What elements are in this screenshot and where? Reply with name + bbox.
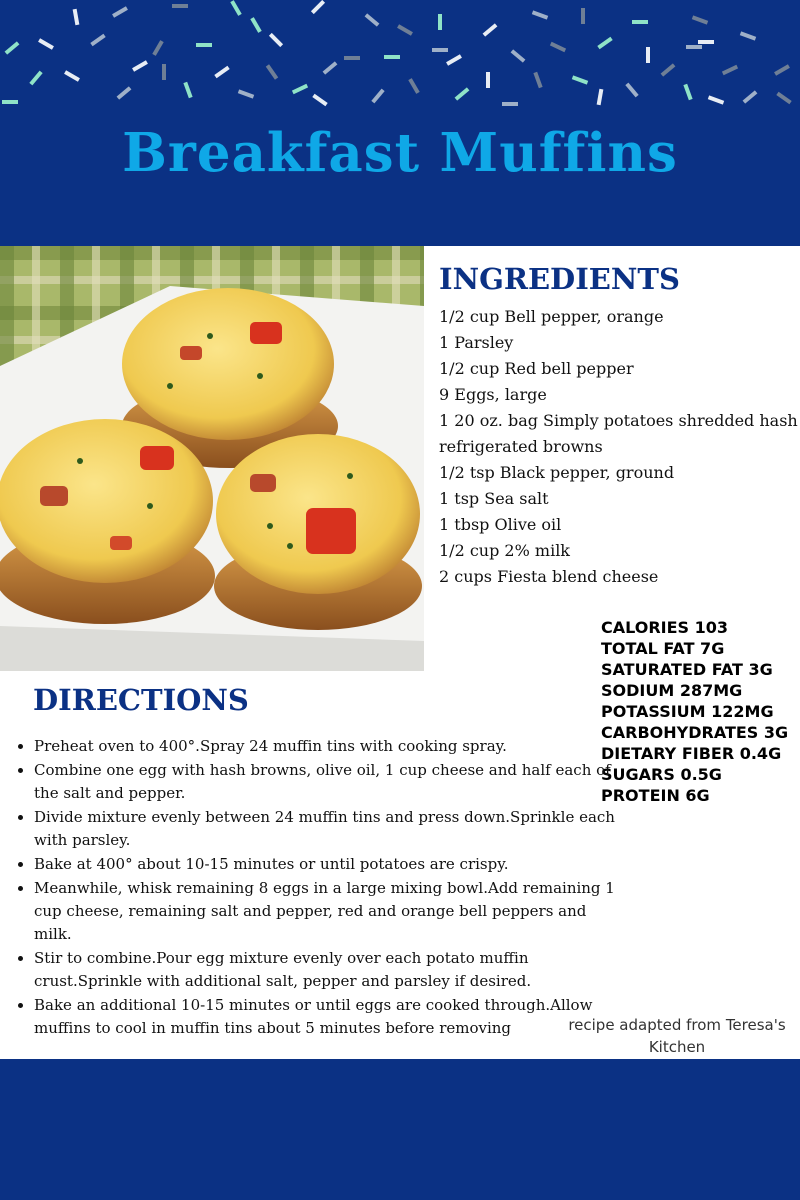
confetti-piece xyxy=(365,13,380,26)
confetti-piece xyxy=(196,43,212,47)
confetti-piece xyxy=(132,60,148,71)
confetti-piece xyxy=(774,64,790,75)
confetti-piece xyxy=(632,20,648,24)
recipe-card xyxy=(0,246,800,1059)
confetti-piece xyxy=(266,64,278,79)
confetti-piece xyxy=(432,48,448,52)
header-banner xyxy=(0,0,800,246)
direction-step: • Bake at 400° about 10-15 minutes or until potatoes are crispy. xyxy=(34,853,616,876)
confetti-piece xyxy=(597,37,612,49)
nutrition-calories: CALORIES 103 xyxy=(601,618,729,637)
ingredient-item: 1 20 oz. bag Simply potatoes shredded hash refrigerated browns xyxy=(439,411,798,456)
confetti-piece xyxy=(532,10,548,19)
confetti-piece xyxy=(486,72,490,88)
confetti-piece xyxy=(29,71,42,86)
nutrition-saturated-fat: SATURATED FAT 3G xyxy=(601,660,773,679)
recipe-credit: recipe adapted from Teresa's Kitchen xyxy=(568,1016,786,1056)
direction-step: • Combine one egg with hash browns, olive oil, 1 cup cheese and half each of the salt and pepper. xyxy=(34,759,616,805)
ingredient-item: 1 tbsp Olive oil xyxy=(439,515,562,534)
confetti-piece xyxy=(371,89,384,104)
ingredient-item: 9 Eggs, large xyxy=(439,385,547,404)
confetti-piece xyxy=(230,0,241,16)
confetti-piece xyxy=(597,89,604,105)
confetti-decoration xyxy=(0,0,800,120)
confetti-piece xyxy=(183,82,192,98)
confetti-piece xyxy=(214,66,229,78)
confetti-piece xyxy=(683,84,692,100)
nutrition-sodium: SODIUM 287MG xyxy=(601,681,743,700)
confetti-piece xyxy=(73,9,80,25)
confetti-piece xyxy=(446,54,462,65)
ingredient-item: 1 Parsley xyxy=(439,333,514,352)
nutrition-facts xyxy=(601,617,788,806)
confetti-piece xyxy=(2,100,18,104)
footer-band xyxy=(0,1059,800,1200)
confetti-piece xyxy=(5,41,20,54)
confetti-piece xyxy=(661,63,676,76)
nutrition-dietary-fiber: DIETARY FIBER 0.4G xyxy=(601,744,782,763)
directions-list xyxy=(16,735,616,1041)
nutrition-sugars: SUGARS 0.5G xyxy=(601,765,722,784)
breakfast-muffins-photo-icon xyxy=(0,246,424,671)
direction-step: • Bake an additional 10-15 minutes or until eggs are cooked through.Allow muffins to cool in muffin tins about 5 minutes before removing xyxy=(34,994,616,1040)
confetti-piece xyxy=(384,55,400,59)
confetti-piece xyxy=(38,38,54,49)
direction-step: • Stir to combine.Pour egg mixture evenly over each potato muffin crust.Sprinkle with additional salt, pepper and parsley if desired. xyxy=(34,947,616,993)
confetti-piece xyxy=(740,31,756,40)
nutrition-protein: PROTEIN 6G xyxy=(601,786,710,805)
ingredients-heading: INGREDIENTS xyxy=(439,262,680,296)
confetti-piece xyxy=(238,89,254,98)
confetti-piece xyxy=(172,4,188,8)
confetti-piece xyxy=(397,24,413,35)
confetti-piece xyxy=(533,72,542,88)
muffins-photo xyxy=(0,246,424,671)
confetti-piece xyxy=(708,95,724,104)
confetti-piece xyxy=(117,86,132,99)
confetti-piece xyxy=(344,56,360,60)
ingredient-item: 2 cups Fiesta blend cheese xyxy=(439,567,659,586)
confetti-piece xyxy=(312,94,327,106)
confetti-piece xyxy=(323,61,338,74)
confetti-piece xyxy=(581,8,585,24)
confetti-piece xyxy=(311,0,325,14)
ingredient-item: 1/2 tsp Black pepper, ground xyxy=(439,463,675,482)
confetti-piece xyxy=(698,40,714,44)
confetti-piece xyxy=(572,75,588,84)
ingredient-item: 1/2 cup Bell pepper, orange xyxy=(439,307,664,326)
confetti-piece xyxy=(455,87,470,100)
nutrition-total-fat: TOTAL FAT 7G xyxy=(601,639,725,658)
confetti-piece xyxy=(776,92,791,104)
confetti-piece xyxy=(625,83,638,98)
confetti-piece xyxy=(646,47,650,63)
confetti-piece xyxy=(692,15,708,24)
confetti-piece xyxy=(511,49,526,62)
directions-heading: DIRECTIONS xyxy=(33,683,249,717)
confetti-piece xyxy=(90,34,105,46)
ingredient-item: 1/2 cup 2% milk xyxy=(439,541,570,560)
confetti-piece xyxy=(438,14,442,30)
confetti-piece xyxy=(722,65,738,75)
direction-step: • Divide mixture evenly between 24 muffin tins and press down.Sprinkle each with parsley. xyxy=(34,806,616,852)
direction-step: • Meanwhile, whisk remaining 8 eggs in a large mixing bowl.Add remaining 1 cup cheese, remaining salt and pepper, red and orange bell peppers and milk. xyxy=(34,877,616,946)
confetti-piece xyxy=(269,33,283,47)
confetti-piece xyxy=(162,64,166,80)
nutrition-potassium: POTASSIUM 122MG xyxy=(601,702,774,721)
confetti-piece xyxy=(743,90,758,103)
nutrition-carbohydrates: CARBOHYDRATES 3G xyxy=(601,723,789,742)
confetti-piece xyxy=(152,40,163,56)
confetti-piece xyxy=(408,78,419,94)
direction-step: • Preheat oven to 400°.Spray 24 muffin tins with cooking spray. xyxy=(34,735,616,758)
confetti-piece xyxy=(502,102,518,106)
ingredient-item: 1 tsp Sea salt xyxy=(439,489,549,508)
ingredients-list xyxy=(439,304,800,590)
page-title: Breakfast Muffins xyxy=(122,122,678,184)
confetti-piece xyxy=(250,17,261,33)
ingredient-item: 1/2 cup Red bell pepper xyxy=(439,359,634,378)
confetti-piece xyxy=(686,45,702,49)
confetti-piece xyxy=(112,6,128,17)
confetti-piece xyxy=(64,70,80,81)
confetti-piece xyxy=(292,84,308,94)
confetti-piece xyxy=(483,23,498,36)
confetti-piece xyxy=(550,42,566,52)
